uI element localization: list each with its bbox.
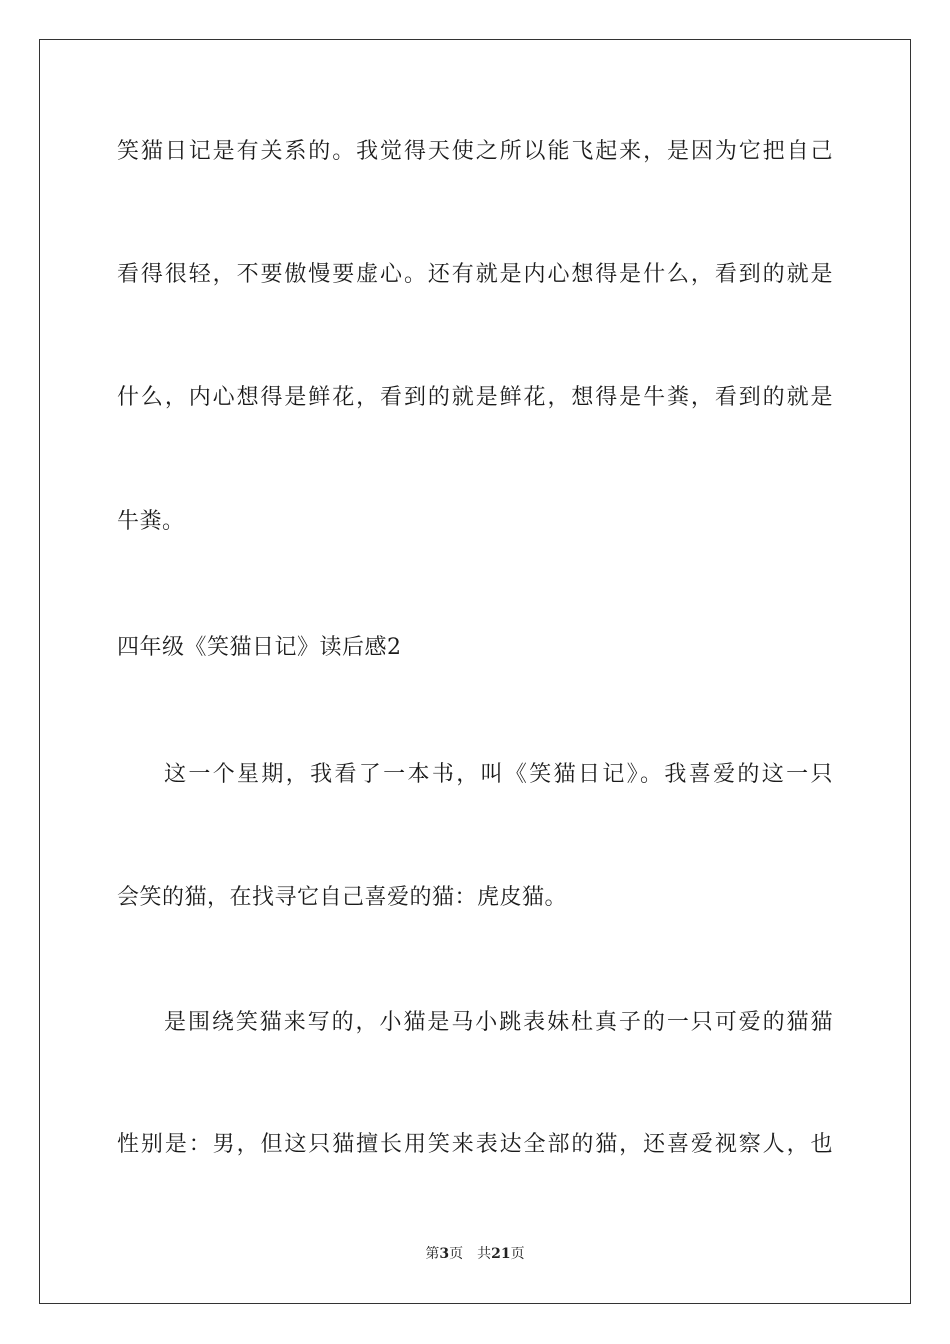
page-number: 3 xyxy=(439,1246,450,1262)
paragraph-line: 是围绕笑猫来写的，小猫是马小跳表妹杜真子的一只可爱的猫猫 xyxy=(164,1010,833,1035)
paragraph-line: 会笑的猫，在找寻它自己喜爱的猫：虎皮猫。 xyxy=(117,885,568,910)
paragraph-line: 这一个星期，我看了一本书，叫《笑猫日记》。我喜爱的这一只 xyxy=(164,762,833,787)
paragraph-line: 性别是：男，但这只猫擅长用笑来表达全部的猫，还喜爱视察人，也 xyxy=(117,1132,833,1157)
section-heading: 四年级《笑猫日记》读后感2 xyxy=(117,635,402,660)
paragraph-line: 看得很轻，不要傲慢要虚心。还有就是内心想得是什么，看到的就是 xyxy=(117,262,833,287)
page-border xyxy=(39,39,911,1304)
total-pages: 21 xyxy=(491,1246,511,1262)
page-prefix: 第 xyxy=(425,1246,440,1262)
total-suffix: 页 xyxy=(510,1246,525,1262)
paragraph-line: 笑猫日记是有关系的。我觉得天使之所以能飞起来，是因为它把自己 xyxy=(117,139,833,164)
page-suffix: 页 xyxy=(449,1246,464,1262)
paragraph-line: 什么，内心想得是鲜花，看到的就是鲜花，想得是牛粪，看到的就是 xyxy=(117,385,833,410)
page-footer xyxy=(0,1244,950,1264)
paragraph-line: 牛粪。 xyxy=(117,509,185,534)
total-prefix: 共 xyxy=(477,1246,492,1262)
